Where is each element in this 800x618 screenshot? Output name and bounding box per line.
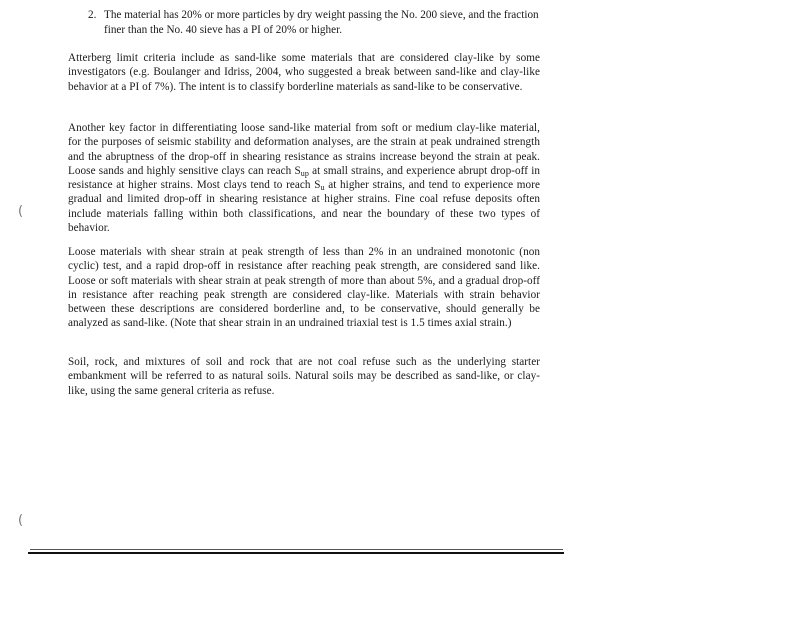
subscript-u: u: [320, 183, 325, 193]
paragraph-text-part-a: Another key factor in differentiating loose sand-like material from soft or medium clay-like material, for the purposes of seismic stability and deformation analyses, are the strain at peak undrained strength and the abruptness of the drop-off in shearing resistance as strains increase beyond the strain at peak. Loose sands and highly sensitive clays can reach S: [68, 122, 540, 177]
subscript-up: up: [300, 168, 309, 178]
paragraph-atterberg-limits: Atterberg limit criteria include as sand-like some materials that are considered clay-like by some investigators (e.g. Boulanger and Idriss, 2004, who suggested a break between sand-like and clay-like behavior at a PI of 7%). The intent is to classify borderline materials as sand-like to be conservative.: [68, 52, 540, 93]
margin-bracket-mark: (: [18, 204, 24, 219]
margin-bracket-mark: (: [18, 513, 24, 528]
footer-rule-thick: [28, 552, 564, 554]
paragraph-shear-strain-criteria: Loose materials with shear strain at peak strength of less than 2% in an undrained monotonic (non cyclic) test, and a rapid drop-off in resistance after reaching peak strength, are considered sand like. Loose or soft materials with shear strain at peak strength of more than about 5%, and a gradual drop-off in resistance after reaching peak strength are considered clay-like. Materials with strain behavior between these descriptions are considered borderline and, to be conservative, should generally be analyzed as sand-like. (Note that shear strain in an undrained triaxial test is 1.5 times axial strain.): [68, 246, 540, 330]
footer-rule-thin: [30, 549, 563, 550]
list-item-text: The material has 20% or more particles by dry weight passing the No. 200 sieve, and the fraction finer than the No. 40 sieve has a PI of 20% or higher.: [104, 9, 539, 36]
paragraph-natural-soils: Soil, rock, and mixtures of soil and rock that are not coal refuse such as the underlying starter embankment will be referred to as natural soils. Natural soils may be described as sand-like, or clay-like, using the same general criteria as refuse.: [68, 356, 540, 397]
paragraph-text-part-b: at small strains, and experience abrupt drop-off in resistance at higher strains. Most clays tend to reach S: [68, 164, 540, 192]
list-item-number: 2.: [88, 9, 97, 21]
paragraph-strain-behavior: [68, 121, 540, 235]
list-item-2: [88, 8, 548, 37]
paragraph-text-part-c: at higher strains, and tend to experience more gradual and limited drop-off in shearing resistance at higher strains. Fine coal refuse deposits often include materials falling within both classifications, and near the boundary of these two types of behavior.: [68, 179, 540, 235]
